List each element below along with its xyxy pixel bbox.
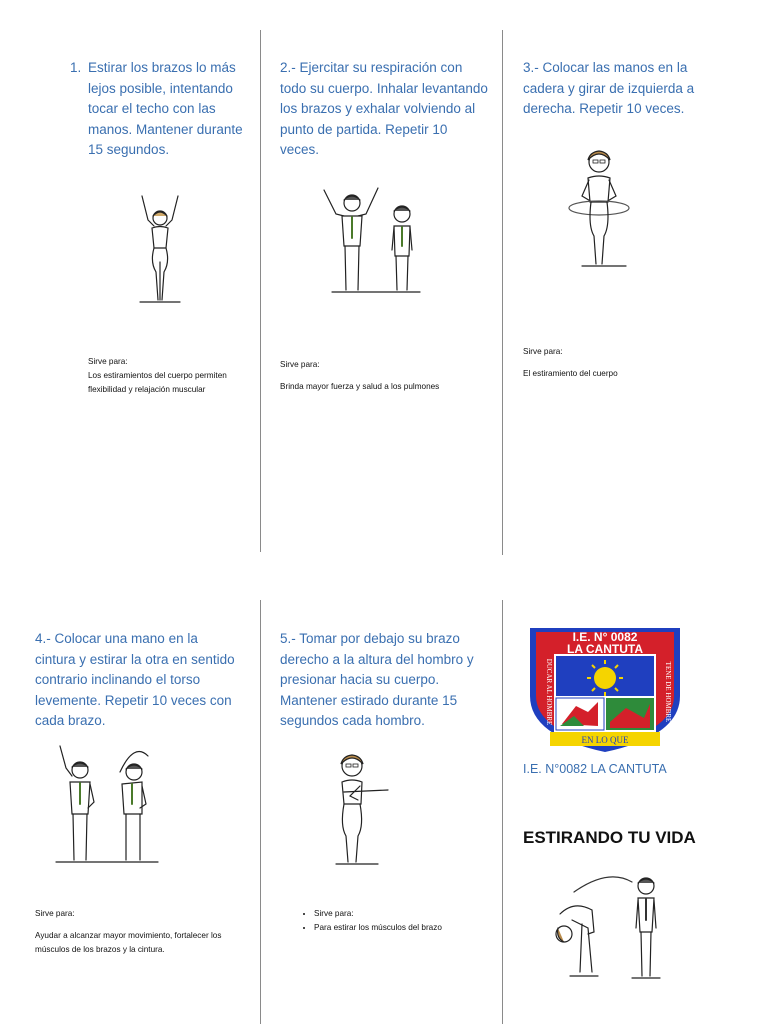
column-divider-4 <box>502 600 503 1024</box>
panel-3-sirve-para-label: Sirve para: <box>523 347 563 356</box>
school-logo <box>526 626 684 754</box>
panel-4-benefit <box>35 907 250 957</box>
panel-5-bullet-1: • Sirve para: <box>314 907 498 921</box>
panel-1-instruction-text: Estirar los brazos lo más lejos posible, intentando tocar el techo con las manos. Mantener durante 15 segundos. <box>88 60 243 157</box>
panel-5-instruction: 5.- Tomar por debajo su brazo derecho a la altura del hombro y presionar hacia su cuerpo. Mantener estirado durante 15 segundos cada hombro. <box>280 631 474 728</box>
panel-2-benefit <box>280 358 480 394</box>
school-name: I.E. N°0082 LA CANTUTA <box>523 762 667 776</box>
panel-1-instruction <box>70 58 250 161</box>
panel-5-bullet-2: • Para estirar los músculos del brazo <box>314 921 498 935</box>
cover-illustration <box>548 872 668 992</box>
panel-4-benefit-text: Ayudar a alcanzar mayor movimiento, fortalecer los músculos de los brazos y la cintura. <box>35 931 222 954</box>
panel-4-illustration <box>52 742 164 868</box>
logo-right-motto: TENE DE HOMBRE <box>664 661 672 723</box>
panel-2-illustration <box>318 184 428 300</box>
panel-1-illustration <box>130 192 190 310</box>
logo-bottom-text: EN LO QUE <box>581 735 629 745</box>
panel-2-sirve-para-label: Sirve para: <box>280 360 320 369</box>
panel-3-instruction: 3.- Colocar las manos en la cadera y girar de izquierda a derecha. Repetir 10 veces. <box>523 60 695 116</box>
panel-1-benefit <box>88 355 248 397</box>
column-divider-3 <box>260 600 261 1024</box>
panel-3-illustration <box>562 146 638 272</box>
brochure-title: ESTIRANDO TU VIDA <box>523 828 696 847</box>
logo-left-motto: DUCAR AL HOMBRE <box>545 658 553 726</box>
panel-4-instruction: 4.- Colocar una mano en la cintura y estirar la otra en sentido contrario inclinando el torso levemente. Repetir 10 veces con cada brazo. <box>35 631 235 728</box>
panel-5-illustration <box>322 750 398 870</box>
logo-name-text: LA CANTUTA <box>567 642 643 656</box>
panel-5-benefit <box>298 907 498 935</box>
panel-3-benefit-text: El estiramiento del cuerpo <box>523 369 618 378</box>
logo-top-text: I.E. N° 0082 <box>572 630 638 644</box>
panel-4-sirve-para-label: Sirve para: <box>35 909 75 918</box>
column-divider-2 <box>502 30 503 555</box>
panel-1-benefit-text: Los estiramientos del cuerpo permiten flexibilidad y relajación muscular <box>88 371 227 394</box>
panel-1-number: 1. <box>70 60 82 75</box>
panel-2-benefit-text: Brinda mayor fuerza y salud a los pulmones <box>280 382 440 391</box>
panel-5-bullet-list <box>298 907 498 935</box>
panel-3-benefit <box>523 345 723 381</box>
column-divider-1 <box>260 30 261 552</box>
panel-2-instruction: 2.- Ejercitar su respiración con todo su cuerpo. Inhalar levantando los brazos y exhalar volviendo al punto de partida. Repetir 10 veces. <box>280 60 488 157</box>
panel-1-sirve-para-label: Sirve para: <box>88 357 128 366</box>
